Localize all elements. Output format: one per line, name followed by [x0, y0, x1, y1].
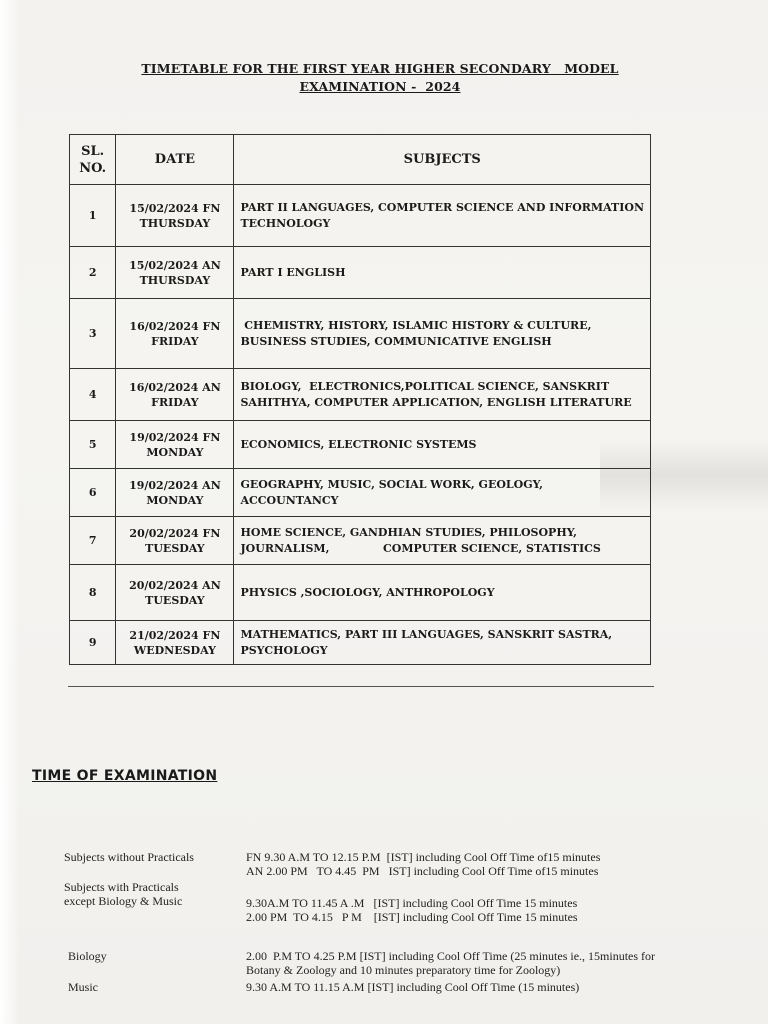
time-value-line: FN 9.30 A.M TO 12.15 P.M [IST] including Cool Off Time of15 minutes — [246, 850, 601, 864]
row-date-value: 19/02/2024 FN — [129, 430, 221, 444]
title-line-2: EXAMINATION - 2024 — [299, 79, 461, 94]
row-day: WEDNESDAY — [133, 643, 216, 657]
divider-line — [68, 686, 654, 687]
row-date-value: 21/02/2024 FN — [129, 628, 221, 642]
time-label-line: Subjects with Practicals — [64, 880, 179, 894]
row-subjects — [234, 621, 651, 665]
row-date-value: 19/02/2024 AN — [129, 478, 221, 492]
subjects-line: ECONOMICS, ELECTRONIC SYSTEMS — [240, 437, 477, 451]
row-subjects — [234, 565, 651, 621]
time-of-examination-heading: TIME OF EXAMINATION — [32, 768, 218, 784]
timetable — [69, 134, 651, 665]
table-row — [70, 469, 651, 517]
time-entry-label — [64, 850, 194, 864]
row-sl-no: 9 — [70, 621, 116, 665]
subjects-line: HOME SCIENCE, GANDHIAN STUDIES, PHILOSOPHY, — [240, 525, 577, 539]
row-date — [116, 247, 234, 299]
row-date-value: 16/02/2024 FN — [129, 319, 221, 333]
table-row — [70, 299, 651, 369]
header-date: DATE — [116, 135, 234, 185]
subjects-line: CHEMISTRY, HISTORY, ISLAMIC HISTORY & CULTURE, — [240, 318, 592, 332]
row-date — [116, 421, 234, 469]
row-date-value: 20/02/2024 AN — [129, 578, 221, 592]
time-value-line: AN 2.00 PM TO 4.45 PM IST] including Cool Off Time of15 minutes — [246, 864, 599, 878]
row-sl-no: 2 — [70, 247, 116, 299]
row-sl-no: 8 — [70, 565, 116, 621]
row-subjects — [234, 469, 651, 517]
row-date-value: 16/02/2024 AN — [129, 380, 221, 394]
header-subjects: SUBJECTS — [234, 135, 651, 185]
time-label-line: Music — [68, 980, 98, 994]
row-date-value: 20/02/2024 FN — [129, 526, 221, 540]
row-sl-no: 7 — [70, 517, 116, 565]
row-date — [116, 299, 234, 369]
time-entry-label — [64, 880, 182, 908]
title-line-1: TIMETABLE FOR THE FIRST YEAR HIGHER SECONDARY MODEL — [141, 61, 619, 76]
row-sl-no: 5 — [70, 421, 116, 469]
time-value-line: Botany & Zoology and 10 minutes preparatory time for Zoology) — [246, 963, 561, 977]
row-subjects — [234, 421, 651, 469]
row-day: TUESDAY — [145, 593, 205, 607]
time-entry-value — [246, 949, 655, 977]
subjects-line: SAHITHYA, COMPUTER APPLICATION, ENGLISH LITERATURE — [240, 395, 632, 409]
row-date — [116, 621, 234, 665]
row-date — [116, 369, 234, 421]
subjects-line: PART II LANGUAGES, COMPUTER SCIENCE AND INFORMATION — [240, 200, 644, 214]
row-day: MONDAY — [146, 445, 204, 459]
time-entry-label — [68, 949, 107, 963]
row-date — [116, 517, 234, 565]
row-day: THURSDAY — [139, 273, 211, 287]
row-date — [116, 185, 234, 247]
subjects-line: GEOGRAPHY, MUSIC, SOCIAL WORK, GEOLOGY, — [240, 477, 543, 491]
subjects-line: PSYCHOLOGY — [240, 643, 328, 657]
row-subjects — [234, 185, 651, 247]
row-day: FRIDAY — [151, 395, 199, 409]
table-row — [70, 517, 651, 565]
row-date-value: 15/02/2024 FN — [129, 201, 221, 215]
subjects-line: JOURNALISM, COMPUTER SCIENCE, STATISTICS — [240, 541, 601, 555]
row-day: MONDAY — [146, 493, 204, 507]
table-row — [70, 369, 651, 421]
row-sl-no: 4 — [70, 369, 116, 421]
subjects-line: PART I ENGLISH — [240, 265, 346, 279]
subjects-line: MATHEMATICS, PART III LANGUAGES, SANSKRIT SASTRA, — [240, 627, 613, 641]
row-subjects — [234, 247, 651, 299]
time-label-line: Subjects without Practicals — [64, 850, 194, 864]
row-day: FRIDAY — [151, 334, 199, 348]
row-sl-no: 6 — [70, 469, 116, 517]
row-date-value: 15/02/2024 AN — [129, 258, 221, 272]
table-row — [70, 421, 651, 469]
header-sl-no: SL. NO. — [70, 135, 116, 185]
row-subjects — [234, 299, 651, 369]
row-day: THURSDAY — [139, 216, 211, 230]
subjects-line: BIOLOGY, ELECTRONICS,POLITICAL SCIENCE, SANSKRIT — [240, 379, 610, 393]
subjects-line: PHYSICS ,SOCIOLOGY, ANTHROPOLOGY — [240, 585, 495, 599]
time-entry-value — [246, 896, 578, 924]
time-entry-label — [68, 980, 98, 994]
time-value-line: 2.00 P.M TO 4.25 P.M [IST] including Cool Off Time (25 minutes ie., 15minutes for — [246, 949, 656, 963]
table-row — [70, 621, 651, 665]
time-value-line: 2.00 PM TO 4.15 P M [IST] including Cool Off Time 15 minutes — [246, 910, 578, 924]
time-value-line: 9.30 A.M TO 11.15 A.M [IST] including Cool Off Time (15 minutes) — [246, 980, 580, 994]
row-date — [116, 565, 234, 621]
time-value-line: 9.30A.M TO 11.45 A .M [IST] including Cool Off Time 15 minutes — [246, 896, 578, 910]
row-sl-no: 3 — [70, 299, 116, 369]
document-title — [100, 60, 660, 96]
page-edge-shadow — [0, 0, 20, 1024]
table-row — [70, 185, 651, 247]
time-entry-value — [246, 980, 579, 994]
row-day: TUESDAY — [145, 541, 205, 555]
subjects-line: ACCOUNTANCY — [240, 493, 339, 507]
table-row — [70, 565, 651, 621]
row-subjects — [234, 517, 651, 565]
row-date — [116, 469, 234, 517]
time-label-line: Biology — [68, 949, 107, 963]
subjects-line: BUSINESS STUDIES, COMMUNICATIVE ENGLISH — [240, 334, 552, 348]
row-subjects — [234, 369, 651, 421]
time-label-line: except Biology & Music — [64, 894, 183, 908]
subjects-line: TECHNOLOGY — [240, 216, 331, 230]
table-header-row — [70, 135, 651, 185]
row-sl-no: 1 — [70, 185, 116, 247]
time-entry-value — [246, 850, 600, 878]
table-row — [70, 247, 651, 299]
